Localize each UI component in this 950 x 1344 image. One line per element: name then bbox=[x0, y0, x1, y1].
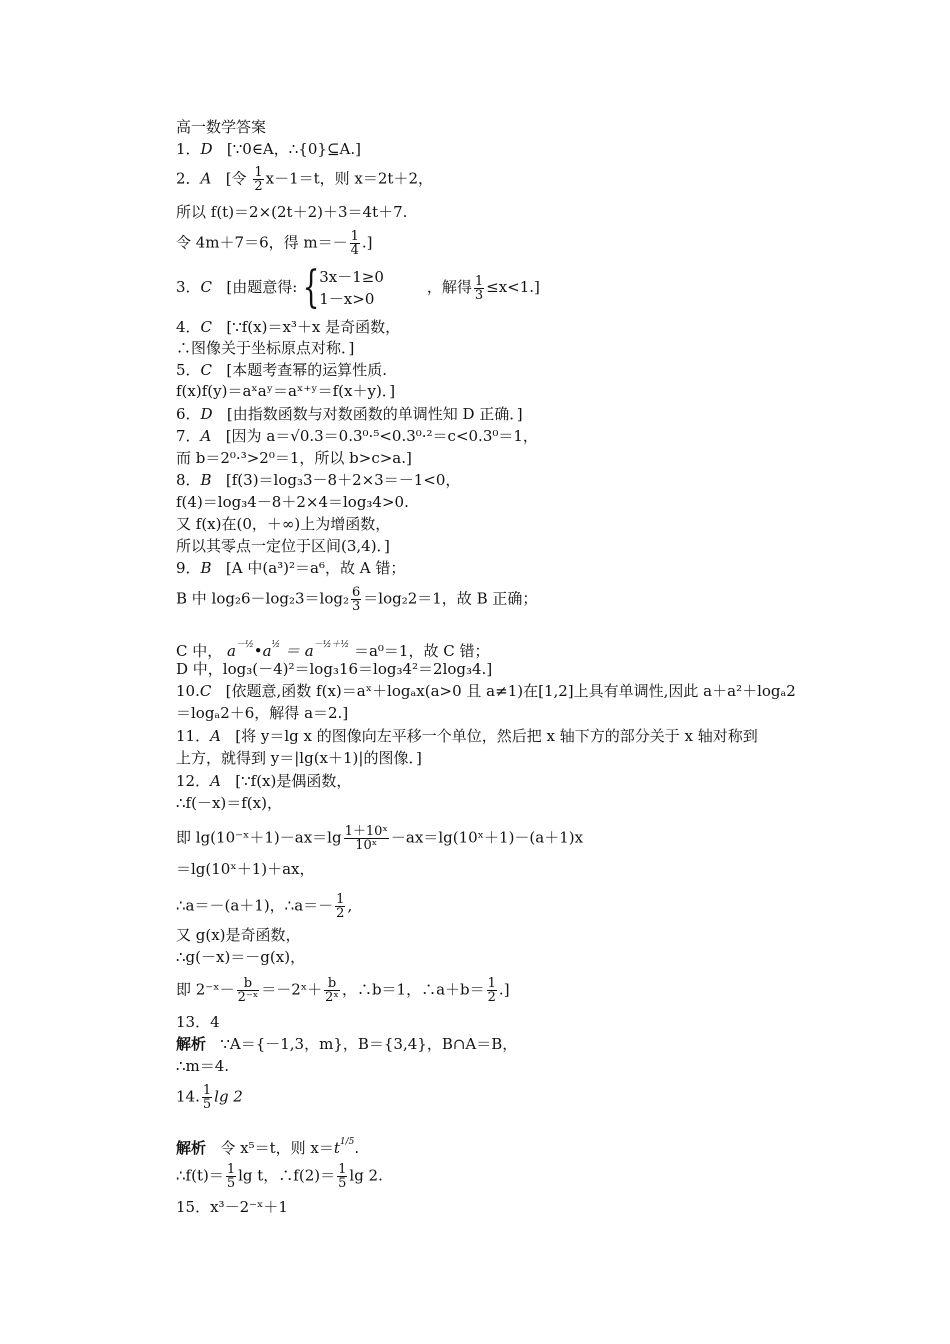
q-num: 1． bbox=[176, 140, 201, 158]
answer-2-line3: 令 4m＋7＝6，得 m＝－ $\frac{1}{4}$ .] bbox=[176, 229, 373, 258]
answer-1 bbox=[176, 140, 361, 158]
answer-8: 8．B [f(3)＝log₃3－8＋2×3＝－1<0， bbox=[176, 471, 461, 489]
q-text: [∵0∈A，∴{0}⊆A.] bbox=[226, 140, 361, 158]
answer-7: 7．A [因为 a＝√0.3＝0.3⁰·⁵<0.3⁰·²＝c<0.3⁰＝1， bbox=[176, 427, 538, 445]
fraction: $\frac{1}{4}$ bbox=[350, 229, 359, 258]
power-expression: a－½•a½ ＝ a－½＋½ bbox=[227, 640, 350, 660]
left-brace: { bbox=[302, 262, 320, 313]
inequality-system: 3x－1≥0 1－x>0 bbox=[319, 268, 384, 308]
answer-9-line4: D 中，log₃(－4)²＝log₃16＝log₃4²＝2log₃4.] bbox=[176, 660, 493, 678]
answer-11-line2: 上方，就得到 y＝|lg(x＋1)|的图像．] bbox=[176, 749, 422, 767]
answer-4-line2: ∴图像关于坐标原点对称．] bbox=[176, 339, 355, 357]
answer-4: 4．C [∵f(x)＝x³＋x 是奇函数， bbox=[176, 318, 401, 336]
answer-14-analysis: 解析 令 x⁵＝t，则 x＝t1/5. bbox=[176, 1137, 360, 1157]
answer-6: 6．D [由指数函数与对数函数的单调性知 D 正确．] bbox=[176, 405, 523, 423]
answer-12-line8: 即 2⁻ˣ－ $\frac{b}{\text{2⁻ˣ}}$ ＝－2ˣ＋ $\frac{b}{\text{2ˣ}}$ ，∴b＝1，∴a＋b＝ $\frac{1}{2}$ .] bbox=[176, 976, 510, 1005]
answer-11: 11．A [将 y＝lg x 的图像向左平移一个单位，然后把 x 轴下方的部分关于 x 轴对称到 bbox=[176, 727, 758, 745]
answer-12-line6: 又 g(x)是奇函数， bbox=[176, 926, 301, 944]
page-title: 高一数学答案 bbox=[176, 118, 267, 136]
answer-5: 5．C [本题考查幂的运算性质. bbox=[176, 361, 387, 379]
answer-12-line7: ∴g(－x)＝－g(x)， bbox=[176, 948, 306, 966]
answer-12-line3: 即 lg(10⁻ˣ＋1)－ax＝lg $\frac{\text{1＋10ˣ}}{\text{10ˣ}}$ －ax＝lg(10ˣ＋1)－(a＋1)x bbox=[176, 824, 584, 853]
answer-13: 13．4 bbox=[176, 1013, 220, 1031]
q-letter: D bbox=[200, 140, 213, 158]
answer-8-line2: f(4)＝log₃4－8＋2×4＝log₃4>0. bbox=[176, 493, 409, 511]
answer-7-line2: 而 b＝2⁰·³>2⁰＝1，所以 b>c>a.] bbox=[176, 449, 412, 467]
answer-10: 10.C [依题意,函数 f(x)＝aˣ＋logₐx(a>0 且 a≠1)在[1,2]上具有单调性,因此 a＋a²＋logₐ2 bbox=[176, 682, 796, 700]
answer-8-line3: 又 f(x)在(0，＋∞)上为增函数， bbox=[176, 515, 391, 533]
answer-9-line3: C 中， a－½•a½ ＝ a－½＋½ ＝a⁰＝1，故 C 错； bbox=[176, 640, 490, 660]
answer-2-line2: 所以 f(t)＝2×(2t＋2)＋3＝4t＋7. bbox=[176, 203, 408, 221]
answer-12: 12．A [∵f(x)是偶函数， bbox=[176, 772, 352, 790]
answer-13-line2: ∴m＝4. bbox=[176, 1057, 230, 1075]
answer-2: 2．A [令 $\frac{1}{2}$ x－1＝t，则 x＝2t＋2， bbox=[176, 165, 433, 194]
answer-12-line5: ∴a＝－(a＋1)，∴a＝－ $\frac{1}{2}$ , bbox=[176, 892, 353, 921]
answer-13-analysis: 解析 ∵A＝{－1,3，m}，B＝{3,4}，B∩A＝B， bbox=[176, 1035, 518, 1053]
fraction: $\frac{1}{2}$ bbox=[254, 165, 263, 194]
answer-10-line2: ＝logₐ2＋6，解得 a＝2.] bbox=[176, 704, 349, 722]
answer-14-line2: ∴f(t)＝ $\frac{1}{5}$ lg t，∴f(2)＝ $\frac{1}{5}$ lg 2. bbox=[176, 1162, 383, 1191]
answer-9-line2: B 中 log₂6－log₂3＝log₂ $\frac{6}{3}$ ＝log₂2＝1，故 B 正确； bbox=[176, 585, 538, 614]
answer-9: 9．B [A 中(a³)²＝a⁶，故 A 错； bbox=[176, 559, 406, 577]
answer-15: 15．x³－2⁻ˣ＋1 bbox=[176, 1198, 288, 1216]
answer-5-line2: f(x)f(y)＝aˣaʸ＝aˣ⁺ʸ＝f(x＋y)．] bbox=[176, 382, 396, 400]
answer-8-line4: 所以其零点一定位于区间(3,4)．] bbox=[176, 537, 390, 555]
answer-12-line2: ∴f(－x)＝f(x)， bbox=[176, 794, 282, 812]
answer-12-line4: ＝lg(10ˣ＋1)＋ax， bbox=[176, 860, 315, 878]
answer-14: 14. $\frac{1}{5}$ lg 2 bbox=[176, 1083, 243, 1112]
answer-3: 3．C [由题意得: { 3x－1≥0 1－x>0 ，解得 $\frac{1}{3}$ ≤x<1.] bbox=[176, 262, 540, 313]
